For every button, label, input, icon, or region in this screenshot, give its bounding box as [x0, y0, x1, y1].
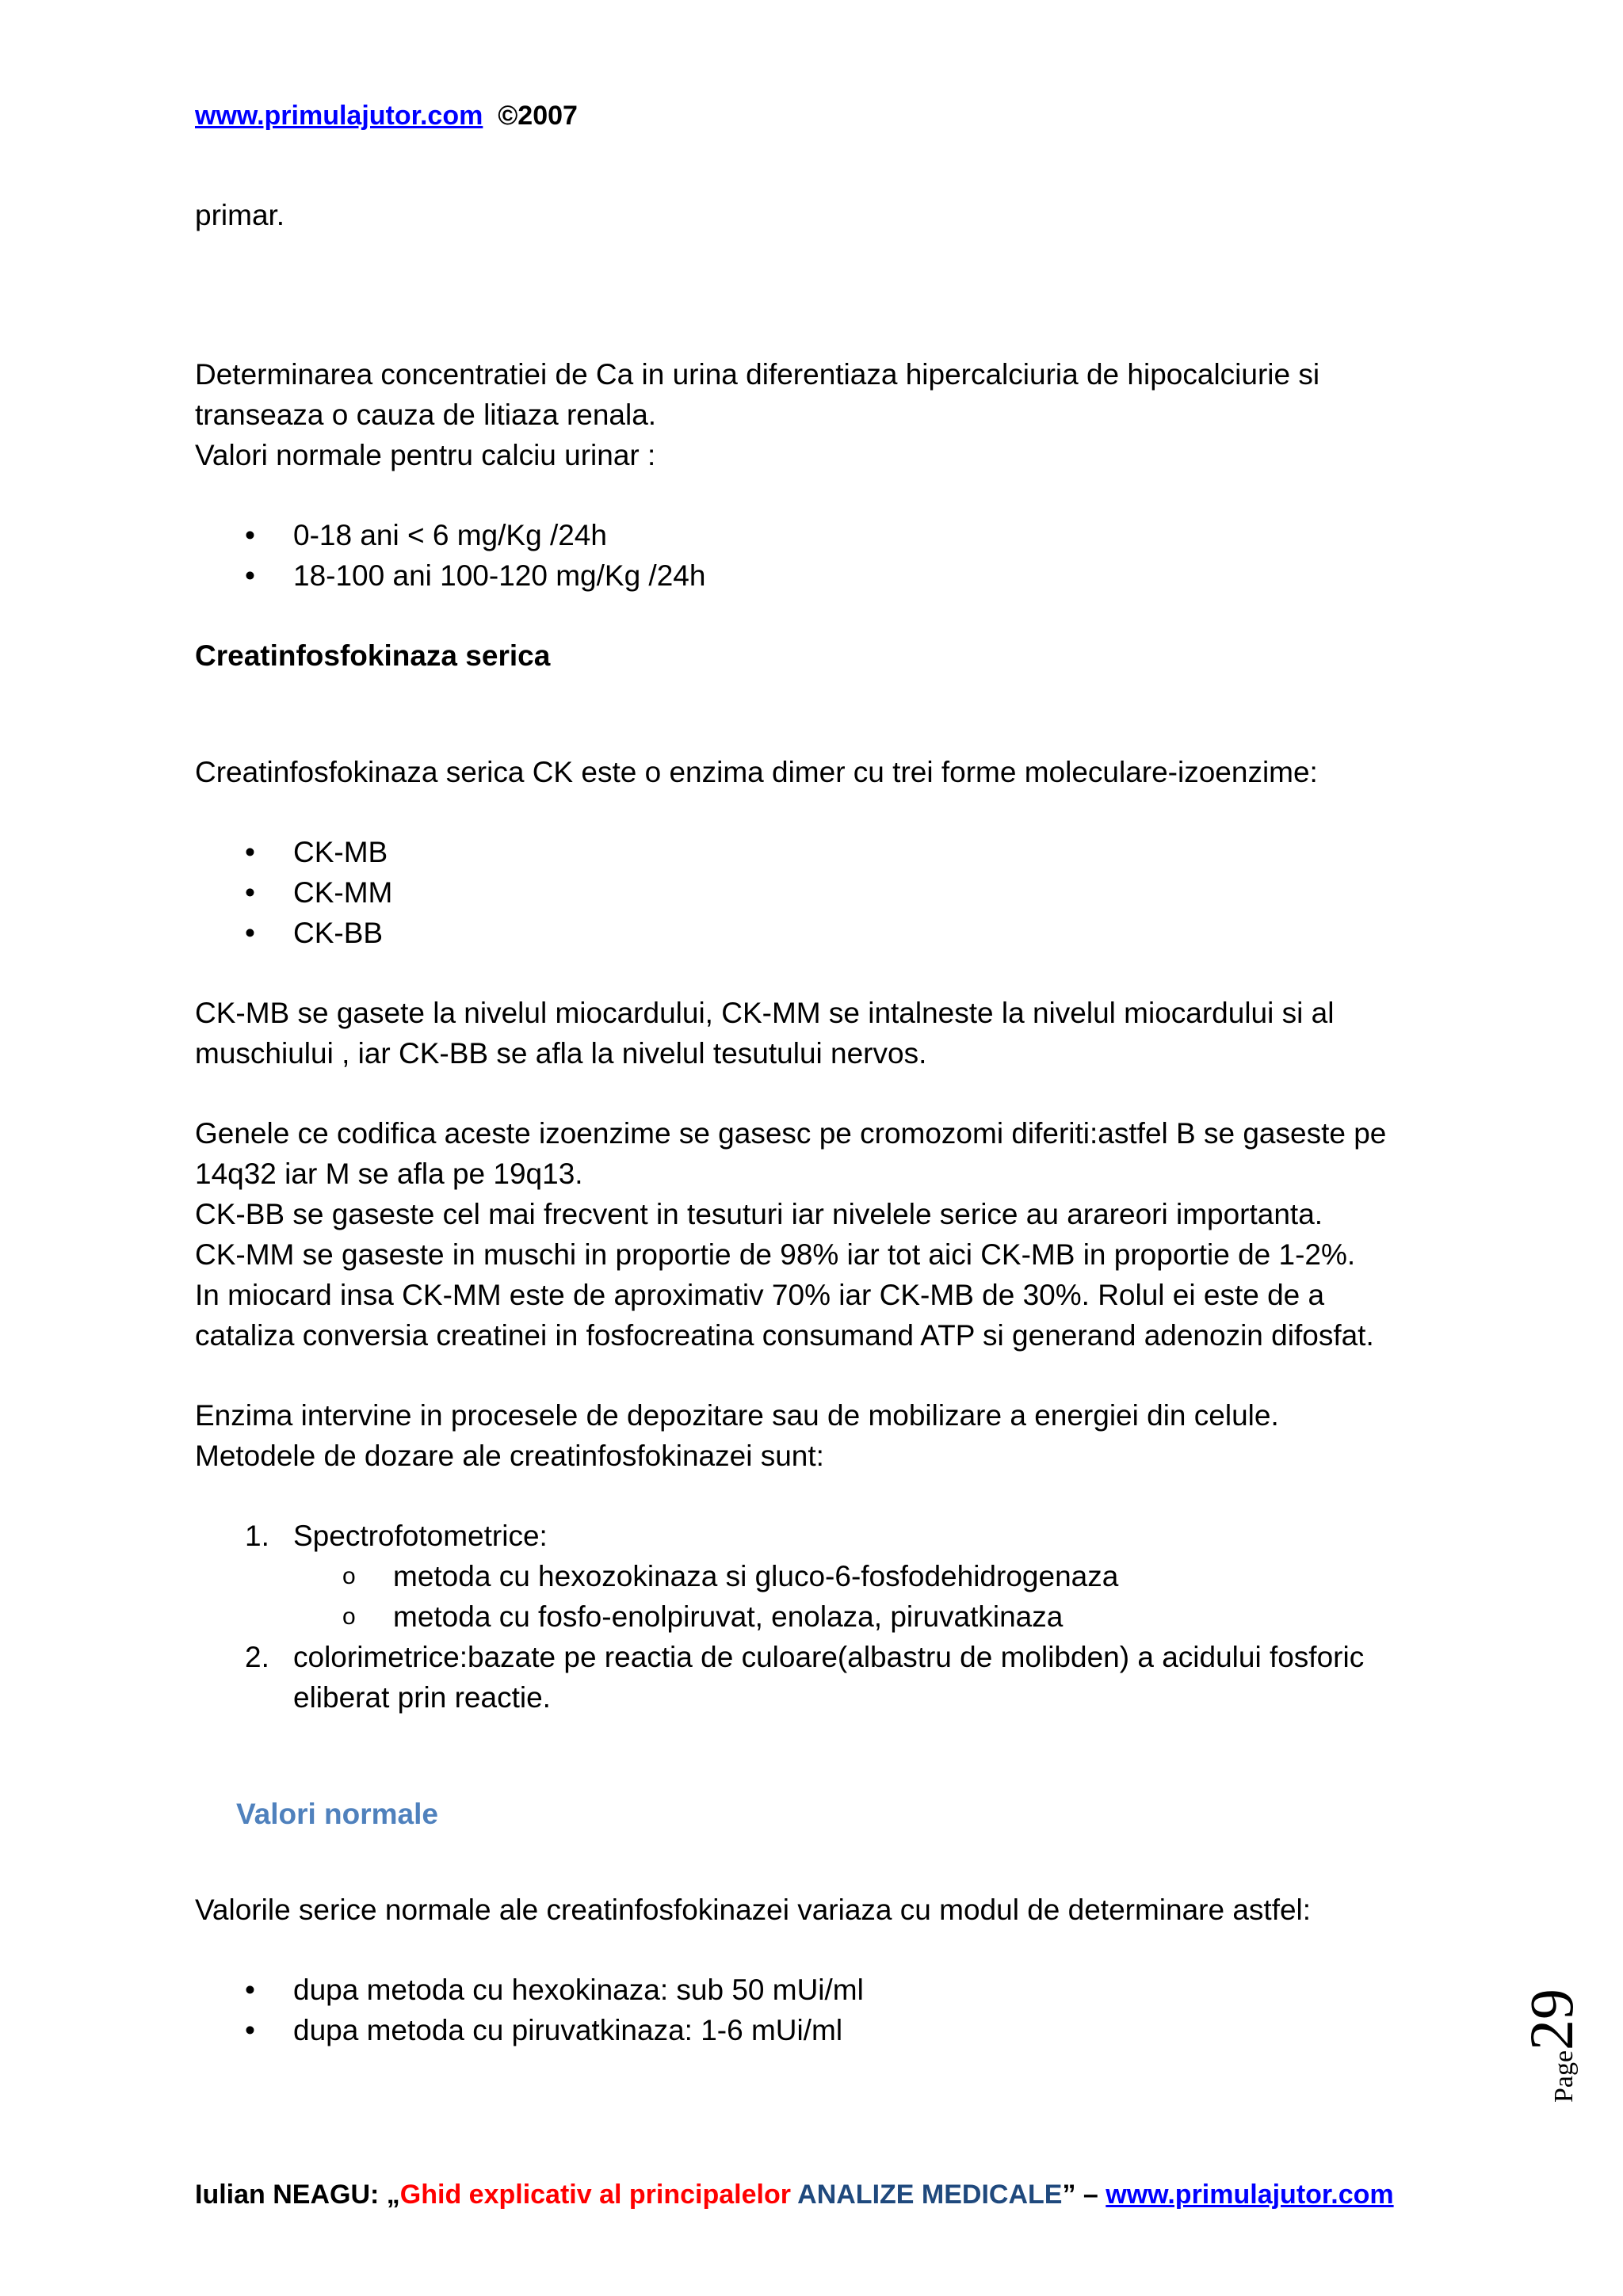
list-item: 2. colorimetrice:bazate pe reactia de culoare(albastru de molibden) a acidului fosforic eliberat prin reactie. [195, 1637, 1431, 1718]
bullet-icon: • [245, 1974, 255, 2006]
footer-link[interactable]: www.primulajutor.com [1106, 2180, 1394, 2210]
paragraph-ca-line-2: transeaza o cauza de litiaza renala. [195, 399, 657, 431]
paragraph-genes-line-3: CK-BB se gaseste cel mai frecvent in tesuturi iar nivelele serice au arareori importanta. [195, 1198, 1323, 1230]
list-item: • CK-MB [195, 832, 1431, 872]
paragraph-ck-intro: Creatinfosfokinaza serica CK este o enzima dimer cu trei forme moleculare-izoenzime: [195, 756, 1318, 788]
footer-separator: ” – [1062, 2180, 1106, 2210]
header-copyright: ©2007 [498, 101, 578, 131]
paragraph-ca-line-1: Determinarea concentratiei de Ca in urina diferentiaza hipercalciuria de hipocalciurie si [195, 358, 1320, 391]
paragraph-genes-line-5: In miocard insa CK-MM este de aproximativ 70% iar CK-MB de 30%. Rolul ei este de a [195, 1279, 1325, 1311]
list-number: 2. [245, 1641, 269, 1673]
list-item: o metoda cu fosfo-enolpiruvat, enolaza, piruvatkinaza [293, 1596, 1431, 1637]
paragraph-genes-line-1: Genele ce codifica aceste izoenzime se gasesc pe cromozomi diferiti:astfel B se gaseste pe [195, 1117, 1387, 1150]
bullet-icon: • [245, 876, 255, 909]
normal-values-list [195, 1970, 1431, 2050]
footer-author: Iulian NEAGU: „ [195, 2180, 400, 2210]
bullet-icon: • [245, 559, 255, 592]
footer-title-navy: ANALIZE MEDICALE [797, 2180, 1063, 2210]
paragraph-genes-line-2: 14q32 iar M se afla pe 19q13. [195, 1158, 583, 1190]
paragraph-ca-line-3: Valori normale pentru calciu urinar : [195, 439, 656, 471]
ca-values-list [195, 515, 1431, 596]
bullet-icon: • [245, 917, 255, 949]
paragraph-location-line-1: CK-MB se gasete la nivelul miocardului, CK-MM se intalneste la nivelul miocardului si al [195, 997, 1335, 1029]
list-item: • dupa metoda cu hexokinaza: sub 50 mUi/ml [195, 1970, 1431, 2010]
list-item: • dupa metoda cu piruvatkinaza: 1-6 mUi/ml [195, 2010, 1431, 2050]
methods-list [195, 1516, 1431, 1556]
page-number-value: 29 [1517, 1988, 1586, 2050]
heading-valori-normale: Valori normale [236, 1798, 438, 1830]
list-item: o metoda cu hexozokinaza si gluco-6-fosfodehidrogenaza [293, 1556, 1431, 1596]
paragraph-primar: primar. [195, 199, 285, 231]
footer-title-red: Ghid explicativ al principalelor [399, 2180, 791, 2210]
paragraph-values: Valorile serice normale ale creatinfosfokinazei variaza cu modul de determinare astfel: [195, 1894, 1312, 1926]
paragraph-genes-line-6: cataliza conversia creatinei in fosfocreatina consumand ATP si generand adenozin difosfat. [195, 1319, 1374, 1352]
ck-forms-list [195, 832, 1431, 953]
paragraph-genes-line-4: CK-MM se gaseste in muschi in proportie de 98% iar tot aici CK-MB in proportie de 1-2%. [195, 1238, 1356, 1271]
paragraph-enzyme-line-2: Metodele de dozare ale creatinfosfokinazei sunt: [195, 1440, 824, 1472]
heading-creatinfosfokinaza: Creatinfosfokinaza serica [195, 639, 551, 672]
list-item: • 18-100 ani 100-120 mg/Kg /24h [195, 555, 1431, 596]
list-item: • CK-MM [195, 872, 1431, 913]
paragraph-enzyme-line-1: Enzima intervine in procesele de depozitare sau de mobilizare a energiei din celule. [195, 1399, 1279, 1432]
list-item: • CK-BB [195, 913, 1431, 953]
list-number: 1. [245, 1520, 269, 1552]
paragraph-location-line-2: muschiului , iar CK-BB se afla la nivelul tesutului nervos. [195, 1037, 927, 1070]
spectro-methods-sublist [195, 1556, 1431, 1637]
document-body [195, 195, 1431, 2050]
page-header [195, 97, 578, 135]
bullet-icon: • [245, 2014, 255, 2046]
page-number [1504, 1966, 1599, 2125]
page-footer [195, 2176, 1394, 2214]
header-link[interactable]: www.primulajutor.com [195, 101, 483, 131]
bullet-icon: • [245, 836, 255, 868]
bullet-icon: • [245, 519, 255, 551]
circle-bullet-icon: o [342, 1604, 356, 1630]
circle-bullet-icon: o [342, 1563, 356, 1589]
list-item: • 0-18 ani < 6 mg/Kg /24h [195, 515, 1431, 555]
list-item: 1. Spectrofotometrice: [195, 1516, 1431, 1556]
page-label: Page [1549, 2050, 1579, 2103]
